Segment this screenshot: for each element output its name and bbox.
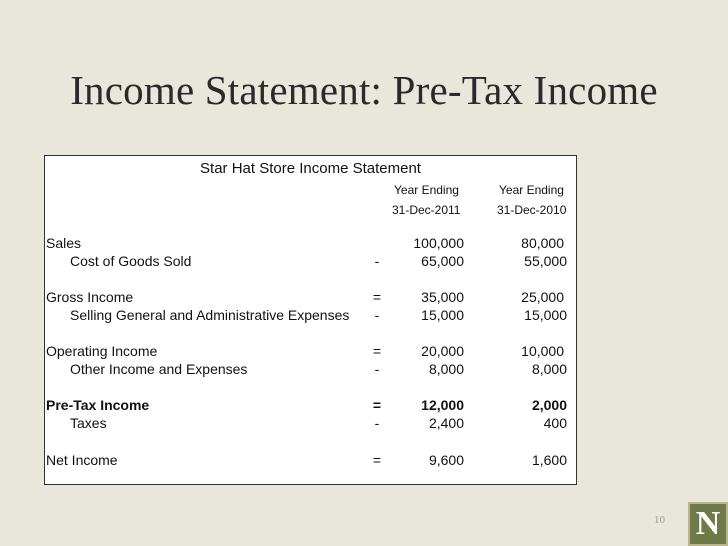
value-2010: 1,600: [531, 452, 567, 468]
value-2010: 80,000: [521, 235, 564, 251]
value-2010: 55,000: [524, 253, 567, 269]
col-2010-header-date: 31-Dec-2010: [497, 203, 567, 217]
row-operator: -: [374, 307, 380, 323]
value-2010: 2,000: [531, 397, 567, 413]
row-sales: [45, 235, 576, 253]
row-operator: =: [372, 343, 382, 359]
row-operating-income: [45, 343, 576, 361]
value-2011: 65,000: [421, 253, 464, 269]
row-label: Operating Income: [46, 343, 158, 359]
row-operator: -: [374, 253, 380, 269]
value-2010: 25,000: [521, 289, 564, 305]
logo-icon: N: [688, 502, 728, 546]
value-2011: 12,000: [421, 397, 464, 413]
row-gross-income: [45, 289, 576, 307]
row-label: Gross Income: [46, 289, 134, 305]
value-2010: 400: [543, 415, 567, 431]
row-cost-of-goods-sold: [45, 253, 576, 271]
value-2010: 8,000: [531, 361, 567, 377]
value-2011: 2,400: [428, 415, 464, 431]
col-2011-header-date: 31-Dec-2011: [392, 203, 461, 217]
row-sga-expenses: [45, 307, 576, 325]
row-label: Selling General and Administrative Expenses: [70, 307, 350, 323]
row-operator: -: [374, 415, 380, 431]
value-2011: 35,000: [421, 289, 464, 305]
income-statement-table: [44, 155, 577, 485]
row-operator: =: [372, 289, 382, 305]
value-2011: 20,000: [421, 343, 464, 359]
value-2011: 15,000: [421, 307, 464, 323]
row-label: Sales: [46, 235, 82, 251]
row-net-income: [45, 452, 576, 470]
row-label: Cost of Goods Sold: [70, 253, 192, 269]
row-label: Taxes: [70, 415, 107, 431]
row-taxes: [45, 415, 576, 433]
value-2011: 8,000: [428, 361, 464, 377]
row-operator: =: [372, 397, 382, 413]
col-2010-header-label: Year Ending: [499, 183, 564, 197]
row-label: Other Income and Expenses: [70, 361, 248, 377]
slide-title: Income Statement: Pre-Tax Income: [70, 67, 658, 113]
row-label: Pre-Tax Income: [46, 397, 150, 413]
value-2010: 10,000: [521, 343, 564, 359]
row-other-income-expenses: [45, 361, 576, 379]
value-2011: 100,000: [413, 235, 464, 251]
statement-title: Star Hat Store Income Statement: [200, 160, 421, 177]
row-pre-tax-income: [45, 397, 576, 415]
row-operator: -: [374, 361, 380, 377]
row-operator: =: [372, 452, 382, 468]
row-label: Net Income: [46, 452, 118, 468]
value-2010: 15,000: [524, 307, 567, 323]
col-2011-header-label: Year Ending: [394, 183, 459, 197]
page-number: 10: [654, 514, 665, 526]
value-2011: 9,600: [428, 452, 464, 468]
